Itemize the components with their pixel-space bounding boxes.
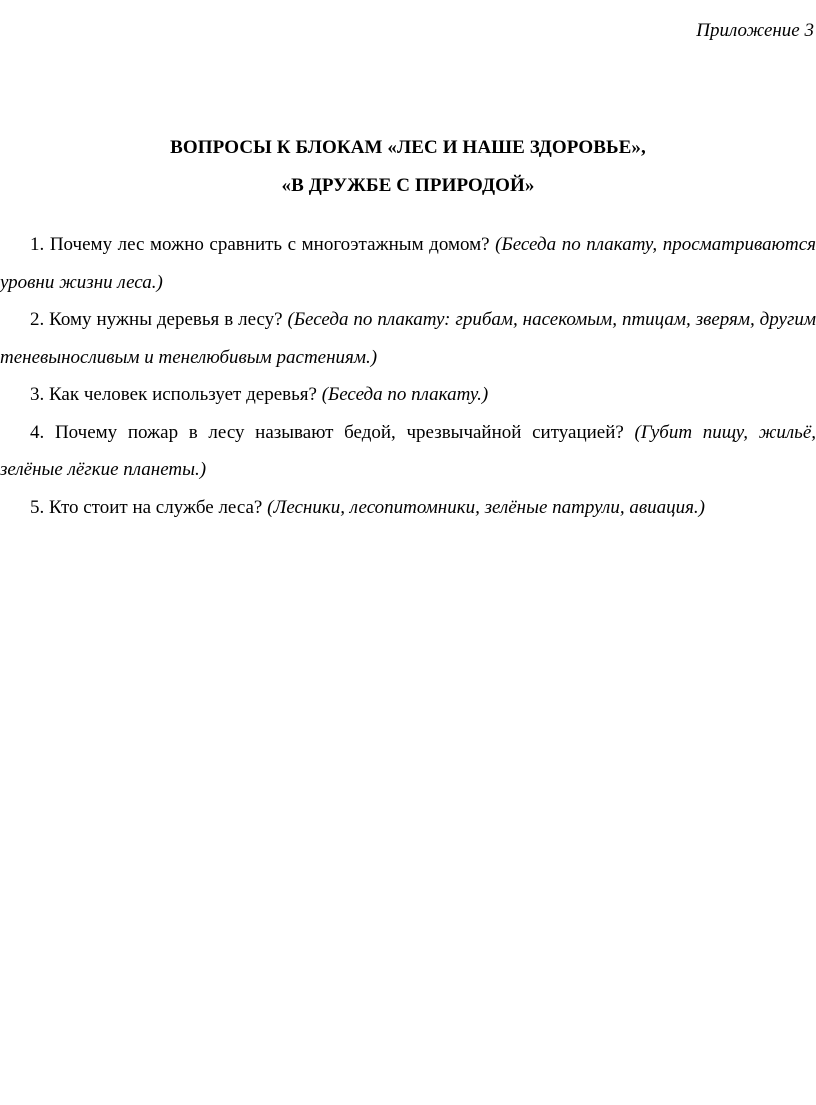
question-number: 4. (30, 421, 45, 443)
question-item-4 (0, 414, 816, 489)
question-item-1 (0, 226, 816, 301)
page-title-line-2: «В ДРУЖБЕ С ПРИРОДОЙ» (281, 175, 535, 196)
question-number: 1. (30, 234, 45, 255)
questions-list (0, 226, 816, 526)
question-item-5 (0, 489, 816, 527)
question-text: Кому нужны деревья в лесу? (49, 309, 283, 330)
question-hint: (Беседа по плакату.) (321, 384, 489, 405)
question-number: 5. (30, 496, 45, 518)
question-item-3 (0, 376, 816, 414)
question-text: Почему пожар в лесу называют бедой, чрезвычайной ситуацией? (54, 421, 624, 443)
question-text: Почему лес можно сравнить с многоэтажным домом? (49, 234, 490, 255)
question-text: Кто стоит на службе леса? (49, 496, 263, 518)
question-text: Как человек использует деревья? (49, 384, 317, 405)
question-hint: (Губит пищу, жильё, зелёные лёгкие планеты.) (0, 421, 816, 480)
question-hint: (Беседа по плакату: грибам, насекомым, птицам, зверям, другим теневыносливым и тенелюбивым растениям.) (0, 309, 816, 368)
question-number: 3. (30, 384, 45, 405)
question-hint: (Лесники, лесопитомники, зелёные патрули, авиация.) (267, 496, 705, 518)
question-hint: (Беседа по плакату, просматриваются уровни жизни леса.) (0, 234, 816, 293)
question-item-2 (0, 301, 816, 376)
page-title-line-1: ВОПРОСЫ К БЛОКАМ «ЛЕС И НАШЕ ЗДОРОВЬЕ», (170, 137, 646, 158)
question-number: 2. (30, 309, 45, 330)
appendix-label: Приложение 3 (696, 20, 814, 41)
